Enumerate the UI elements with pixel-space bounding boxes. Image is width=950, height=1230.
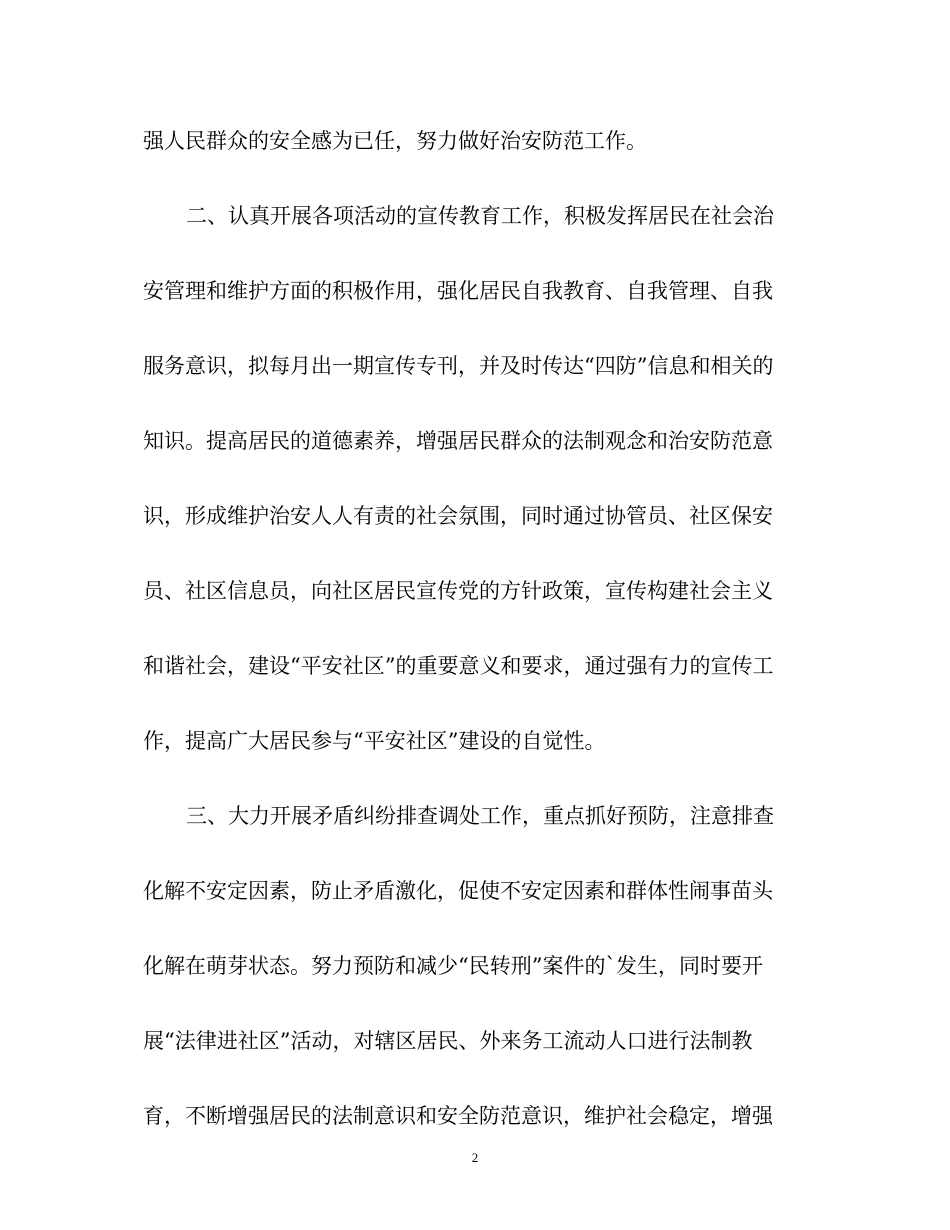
page-number: 2 <box>471 1150 479 1165</box>
text-line-4: 服务意识，拟每月出一期宣传专刊，并及时传达“四防”信息和相关的 <box>143 354 774 378</box>
text-line-7: 员、社区信息员，向社区居民宣传党的方针政策，宣传构建社会主义 <box>143 579 773 603</box>
paragraph-3-line-1: 三、大力开展矛盾纠纷排查调处工作，重点抓好预防，注意排查 <box>186 804 774 828</box>
text-line-9: 作，提高广大居民参与“平安社区”建设的自觉性。 <box>143 729 606 753</box>
text-line-1: 强人民群众的安全感为已任，努力做好治安防范工作。 <box>143 129 647 153</box>
text-line-5: 知识。提高居民的道德素养，增强居民群众的法制观念和治安防范意 <box>143 429 773 453</box>
text-line-14: 育，不断增强居民的法制意识和安全防范意识，维护社会稳定，增强 <box>143 1104 773 1128</box>
text-line-12: 化解在萌芽状态。努力预防和减少“民转刑”案件的`发生，同时要开 <box>143 954 763 978</box>
text-line-3: 安管理和维护方面的积极作用，强化居民自我教育、自我管理、自我 <box>143 279 773 303</box>
text-line-11: 化解不安定因素，防止矛盾激化，促使不安定因素和群体性闹事苗头 <box>143 879 773 903</box>
text-line-6: 识，形成维护治安人人有责的社会氛围，同时通过协管员、社区保安 <box>143 504 773 528</box>
text-line-8: 和谐社会，建设“平安社区”的重要意义和要求，通过强有力的宣传工 <box>143 654 774 678</box>
paragraph-2-line-1: 二、认真开展各项活动的宣传教育工作，积极发挥居民在社会治 <box>186 204 774 228</box>
text-line-13: 展“法律进社区”活动，对辖区居民、外来务工流动人口进行法制教 <box>143 1029 753 1053</box>
